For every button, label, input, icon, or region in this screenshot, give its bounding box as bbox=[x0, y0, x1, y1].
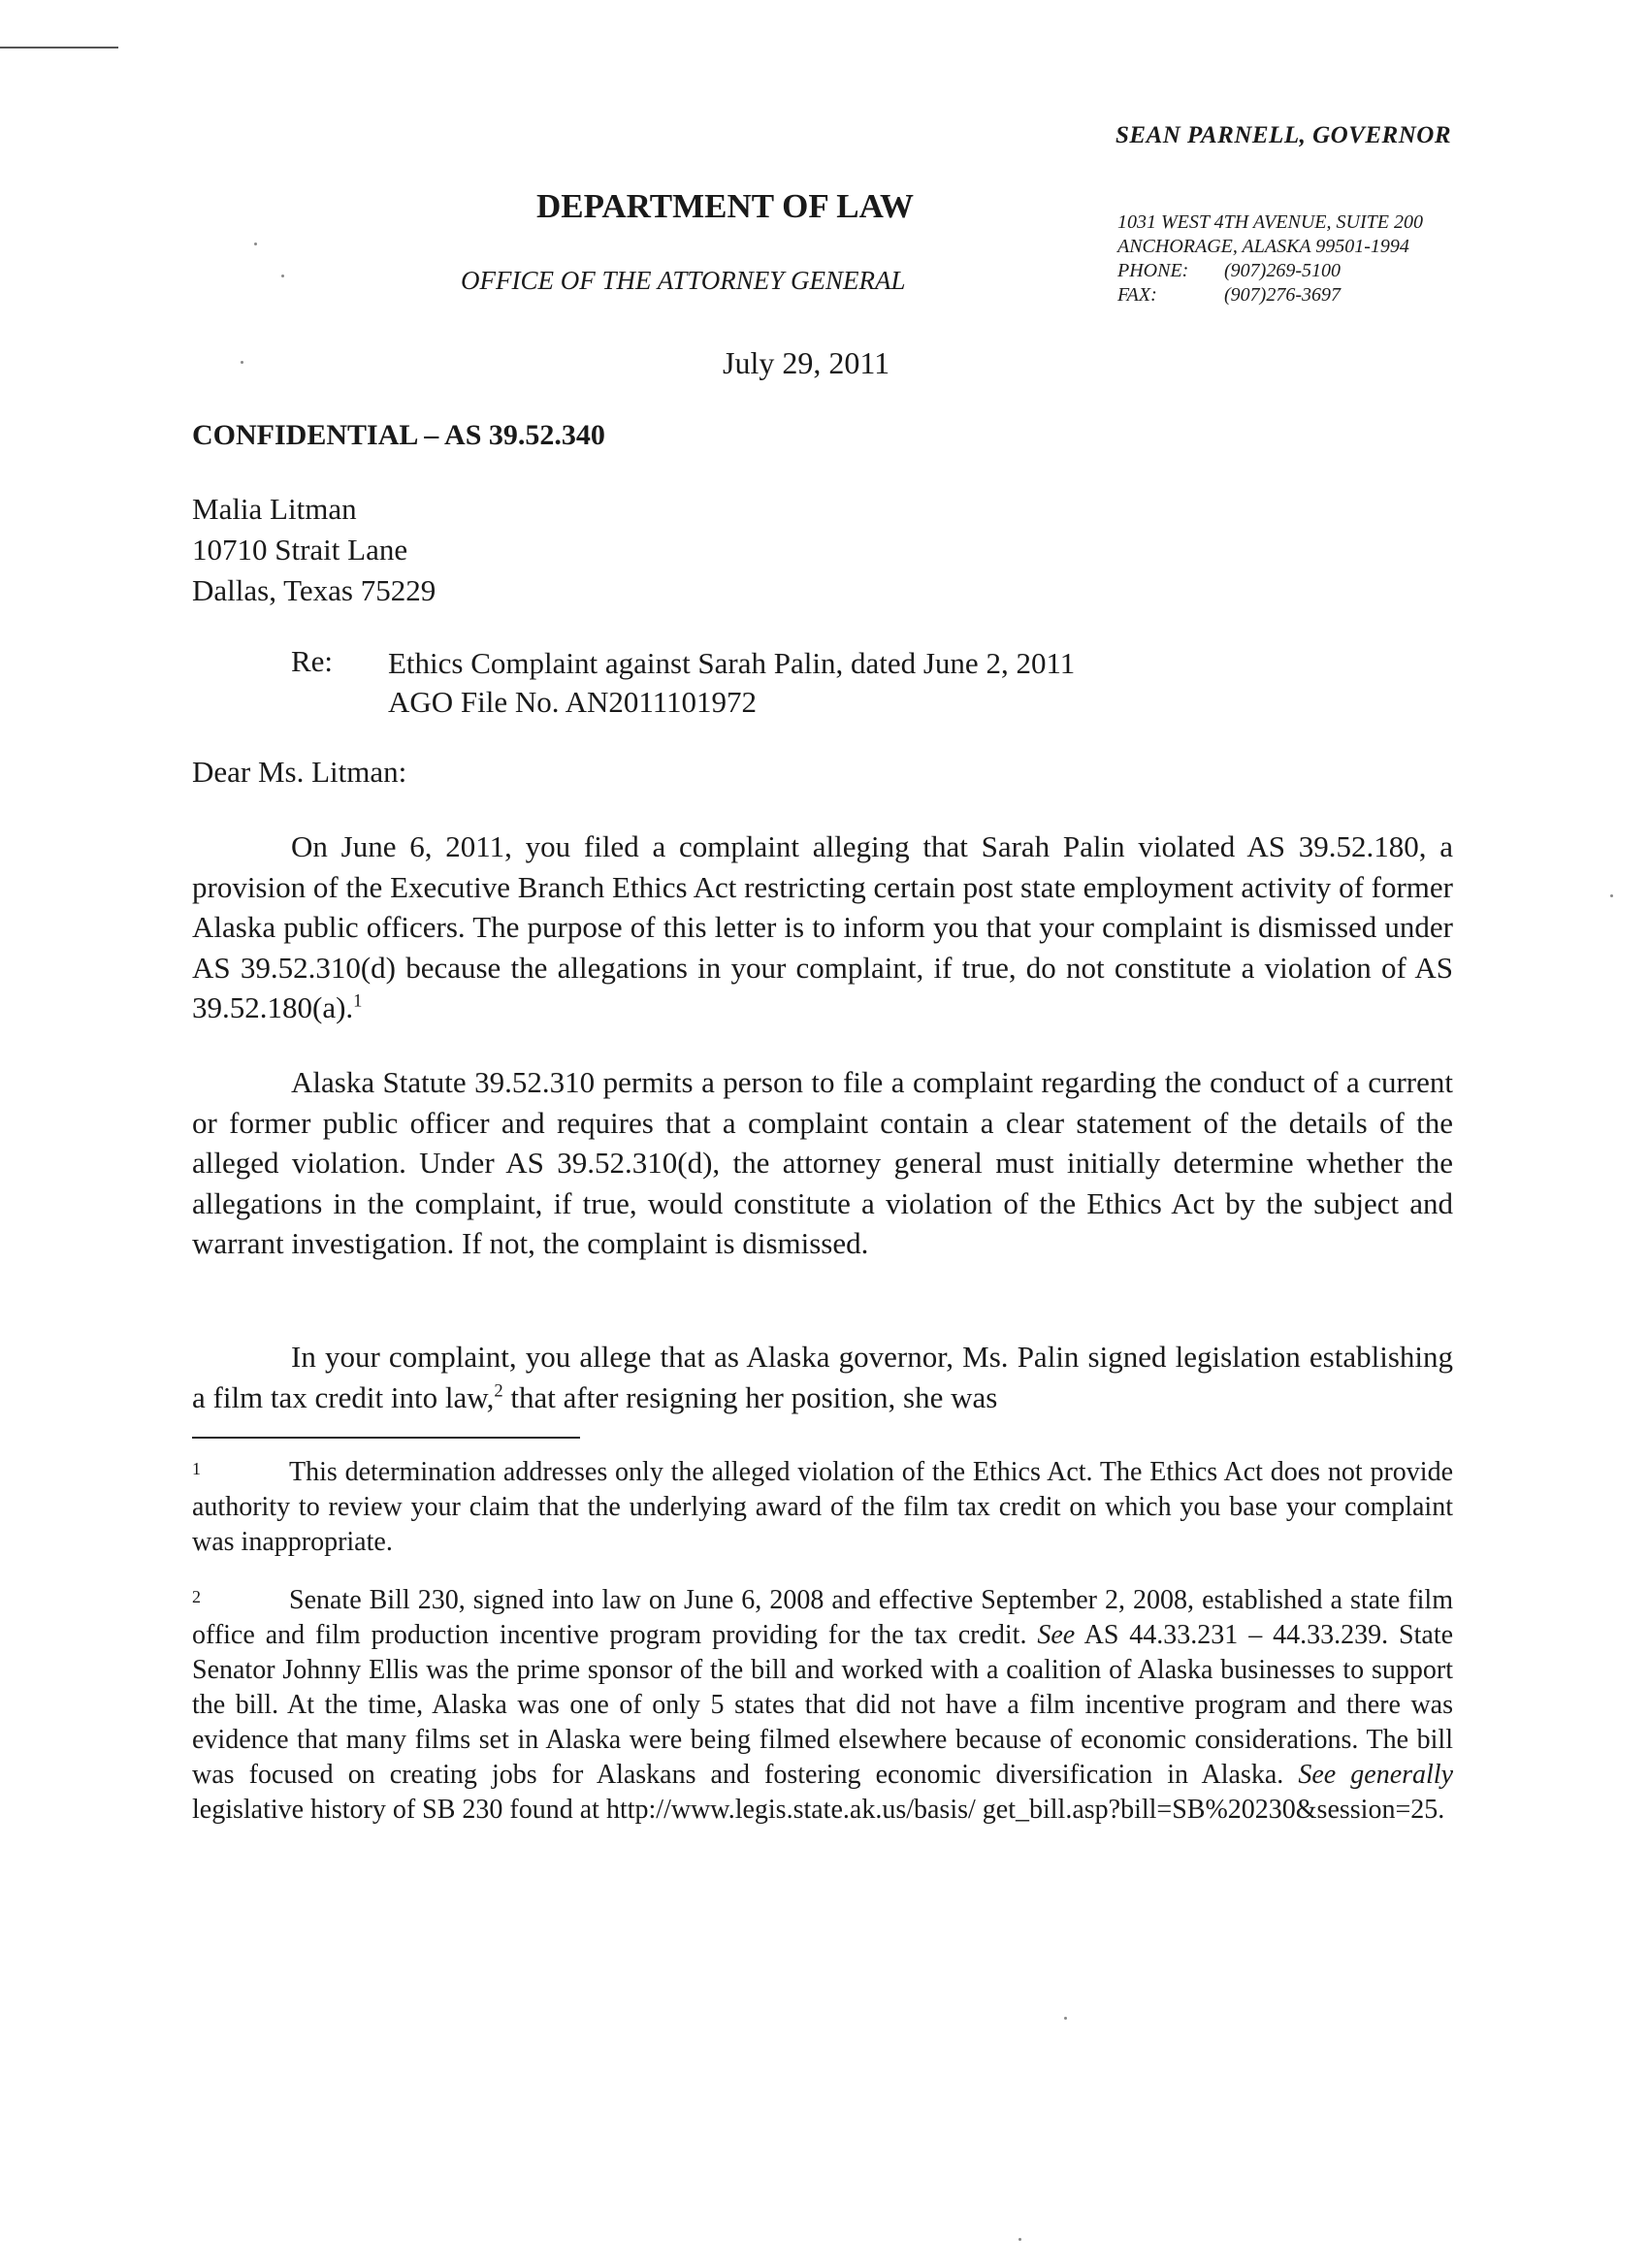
body-paragraph-1 bbox=[192, 826, 1453, 1028]
footnote-1-text: This determination addresses only the alleged violation of the Ethics Act. The Ethics Act does not provide authority to review your claim that the underlying award of the film tax credit on which you base your complaint was inappropriate. bbox=[192, 1457, 1453, 1557]
salutation: Dear Ms. Litman: bbox=[192, 755, 407, 789]
re-subject bbox=[388, 644, 1075, 722]
scan-speck bbox=[241, 361, 243, 364]
phone-row bbox=[1117, 259, 1423, 283]
address-line-1: 1031 WEST 4TH AVENUE, SUITE 200 bbox=[1117, 211, 1423, 233]
scan-speck bbox=[1018, 2238, 1021, 2241]
footnote-ref-2: 2 bbox=[494, 1380, 503, 1402]
fax-number: (907)276-3697 bbox=[1224, 284, 1341, 306]
recipient-name: Malia Litman bbox=[192, 492, 357, 526]
recipient-street: 10710 Strait Lane bbox=[192, 533, 408, 567]
re-label: Re: bbox=[291, 644, 334, 678]
footnote-2-see: See bbox=[1037, 1620, 1076, 1650]
scan-edge-mark bbox=[0, 47, 118, 49]
body-paragraph-3 bbox=[192, 1337, 1453, 1417]
address-line-2: ANCHORAGE, ALASKA 99501-1994 bbox=[1117, 236, 1409, 257]
letterhead-address bbox=[1117, 211, 1423, 308]
scan-speck bbox=[1064, 2017, 1067, 2020]
re-subject-line-1: Ethics Complaint against Sarah Palin, dated June 2, 2011 bbox=[388, 646, 1076, 680]
recipient-city: Dallas, Texas 75229 bbox=[192, 573, 436, 607]
phone-label: PHONE: bbox=[1117, 260, 1189, 281]
confidential-heading: CONFIDENTIAL – AS 39.52.340 bbox=[192, 419, 605, 451]
paragraph-2-text: Alaska Statute 39.52.310 permits a person to file a complaint regarding the conduct of a current or former public officer and requires that a complaint contain a clear statement of the details of the alleged violation. Under AS 39.52.310(d), the attorney general must initially determine whether the allegations in the complaint, if true, would constitute a violation of the Ethics Act by the subject and warrant investigation. If not, the complaint is dismissed. bbox=[192, 1065, 1453, 1260]
footnote-2 bbox=[192, 1583, 1453, 1828]
footnote-1-number: 1 bbox=[192, 1459, 201, 1478]
department-title: DEPARTMENT OF LAW bbox=[536, 187, 914, 225]
scan-speck bbox=[1610, 894, 1613, 897]
scan-speck bbox=[254, 243, 257, 245]
footnote-2-text-b: AS 44.33.231 – 44.33.239. State Senator Johnny Ellis was the prime sponsor of the bill and worked with a coalition of Alaska businesses to support the bill. At the time, Alaska was one of only 5 states that did not have a film incentive program and there was evidence that many films set in Alaska were being filmed elsewhere because of economic considerations. The bill was focused on creating jobs for Alaskans and fostering economic diversification in Alaska. bbox=[192, 1620, 1454, 1790]
footnote-2-see-generally: See generally bbox=[1298, 1760, 1454, 1790]
fax-row bbox=[1117, 283, 1423, 308]
footnote-2-number: 2 bbox=[192, 1587, 201, 1606]
phone-number: (907)269-5100 bbox=[1224, 260, 1341, 281]
paragraph-3-text-a: In your complaint, you allege that as Alaska governor, Ms. Palin signed legislation establishing a film tax credit into law, bbox=[192, 1340, 1453, 1414]
footnote-1 bbox=[192, 1455, 1453, 1560]
body-paragraph-2 bbox=[192, 1062, 1453, 1264]
footnote-2-text-a: Senate Bill 230, signed into law on June 6, 2008 and effective September 2, 2008, established a state film office and film production incentive program providing for the tax credit. bbox=[192, 1585, 1453, 1650]
letter-date: July 29, 2011 bbox=[723, 345, 890, 380]
paragraph-3-text-b: that after resigning her position, she was bbox=[502, 1379, 998, 1414]
footnote-divider bbox=[192, 1437, 580, 1439]
recipient-address bbox=[192, 489, 436, 611]
governor-name: SEAN PARNELL, GOVERNOR bbox=[1116, 122, 1452, 148]
office-subtitle: OFFICE OF THE ATTORNEY GENERAL bbox=[461, 266, 906, 295]
footnote-2-text-c: legislative history of SB 230 found at http://www.legis.state.ak.us/basis/ get_bill.asp?bill=SB%20230&session=25. bbox=[192, 1795, 1445, 1825]
re-file-number: AGO File No. AN2011101972 bbox=[388, 685, 758, 719]
footnote-ref-1: 1 bbox=[353, 990, 363, 1012]
paragraph-1-text: On June 6, 2011, you filed a complaint alleging that Sarah Palin violated AS 39.52.180, a provision of the Executive Branch Ethics Act restricting certain post state employment activity of former Alaska public officers. The purpose of this letter is to inform you that your complaint is dismissed under AS 39.52.310(d) because the allegations in your complaint, if true, do not constitute a violation of AS 39.52.180(a). bbox=[192, 829, 1453, 1024]
scan-speck bbox=[281, 275, 284, 277]
fax-label: FAX: bbox=[1117, 284, 1157, 306]
